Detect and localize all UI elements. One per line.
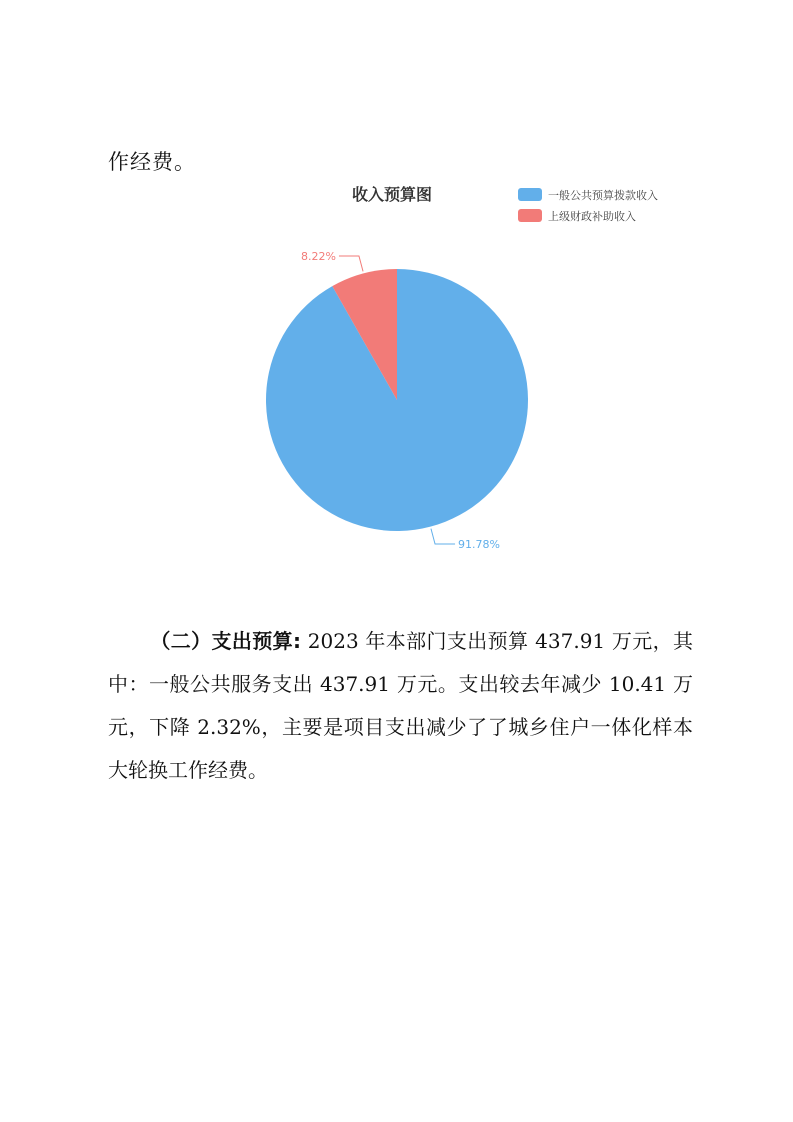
label-line-superior-subsidy	[339, 256, 363, 271]
chart-title: 收入预算图	[352, 185, 433, 204]
paragraph-body: 2023 年本部门支出预算 437.91 万元，其中：一般公共服务支出 437.91 万元。支出较去年减少 10.41 万元，下降 2.32%，主要是项目支出减少了了城乡住户一体化样本大轮换工作经费。	[108, 629, 694, 782]
pie-chart	[200, 170, 680, 560]
label-line-general-budget	[431, 529, 455, 544]
section-heading: （二）支出预算:	[150, 629, 302, 653]
continuation-text: 作经费。	[108, 150, 196, 174]
income-budget-chart	[200, 170, 680, 560]
data-label-general-budget: 91.78%	[458, 538, 501, 552]
data-label-superior-subsidy: 8.22%	[300, 249, 336, 263]
legend-label-superior-subsidy: 上级财政补助收入	[548, 209, 636, 223]
expenditure-paragraph	[108, 620, 693, 792]
legend-label-general-budget: 一般公共预算拨款收入	[548, 188, 658, 202]
